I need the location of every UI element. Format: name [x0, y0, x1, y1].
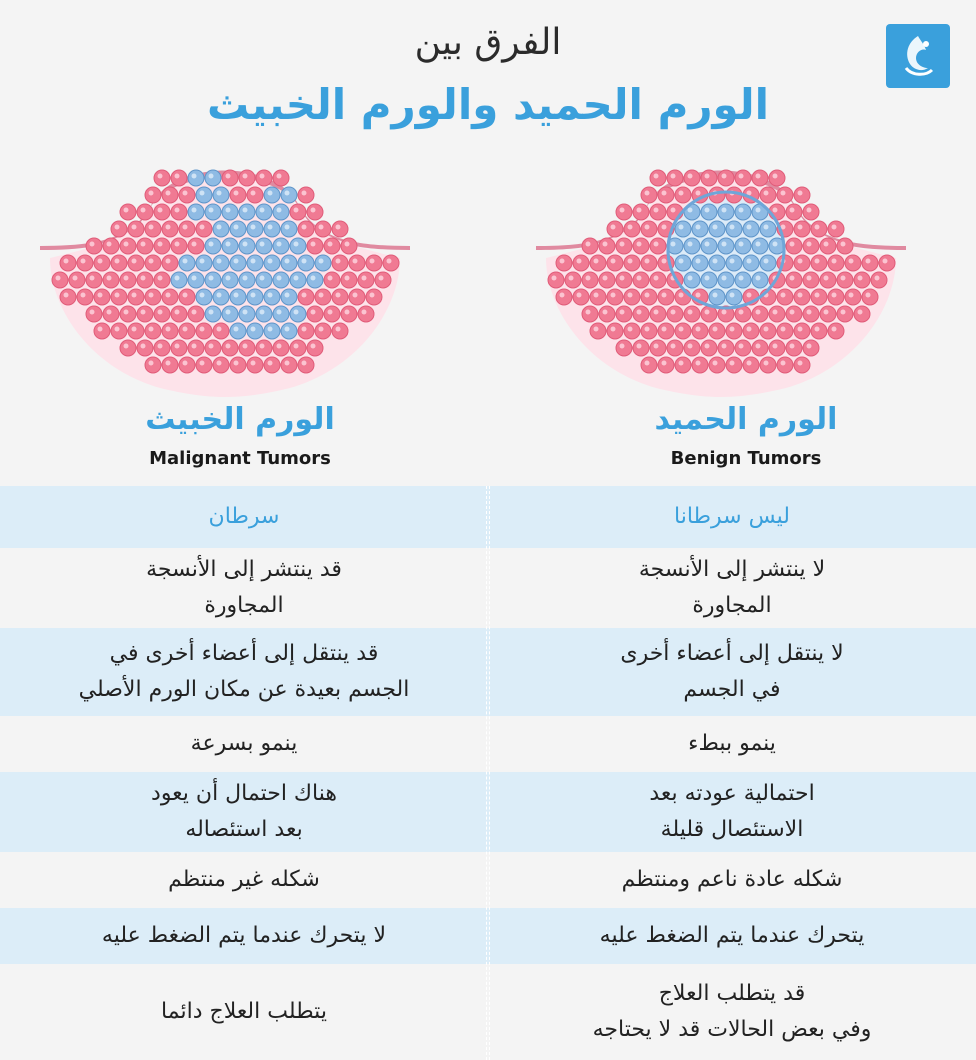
malignant-cell: قد ينتشر إلى الأنسجة المجاورة: [146, 557, 342, 618]
benign-cell: لا ينتقل إلى أعضاء أخرى في الجسم: [620, 641, 844, 702]
benign-cell: احتمالية عودته بعد الاستئصال قليلة: [649, 781, 815, 842]
benign-cell: قد يتطلب العلاج وفي بعض الحالات قد لا يحتاجه: [592, 981, 872, 1042]
benign-title-en: Benign Tumors: [670, 448, 822, 469]
malignant-cell: قد ينتقل إلى أعضاء أخرى في الجسم بعيدة عن مكان الورم الأصلي: [78, 641, 410, 702]
malignant-cell: سرطان: [208, 504, 280, 529]
benign-cell: يتحرك عندما يتم الضغط عليه: [599, 923, 865, 948]
malignant-title-en: Malignant Tumors: [149, 448, 331, 469]
malignant-cell: هناك احتمال أن يعود بعد استئصاله: [151, 781, 337, 842]
page-title-line1: الفرق بين: [414, 22, 562, 63]
malignant-cell: لا يتحرك عندما يتم الضغط عليه: [101, 923, 387, 948]
malignant-tumor-illustration: [40, 138, 410, 398]
malignant-title-ar: الورم الخبيث: [145, 402, 335, 437]
benign-cell: شكله عادة ناعم ومنتظم: [621, 867, 843, 892]
malignant-cell: ينمو بسرعة: [190, 731, 298, 756]
aljazeera-logo-icon: [886, 24, 950, 88]
benign-cell: ليس سرطانا: [674, 504, 790, 529]
column-divider: [486, 486, 490, 1060]
benign-tumor-illustration: [536, 138, 906, 398]
benign-cell: لا ينتشر إلى الأنسجة المجاورة: [638, 557, 826, 618]
benign-cell: ينمو ببطء: [688, 731, 776, 756]
benign-title-ar: الورم الحميد: [654, 402, 838, 437]
malignant-cell: شكله غير منتظم: [168, 867, 320, 892]
malignant-cell: يتطلب العلاج دائما: [161, 999, 327, 1024]
page-title-line2: الورم الحميد والورم الخبيث: [206, 80, 770, 129]
